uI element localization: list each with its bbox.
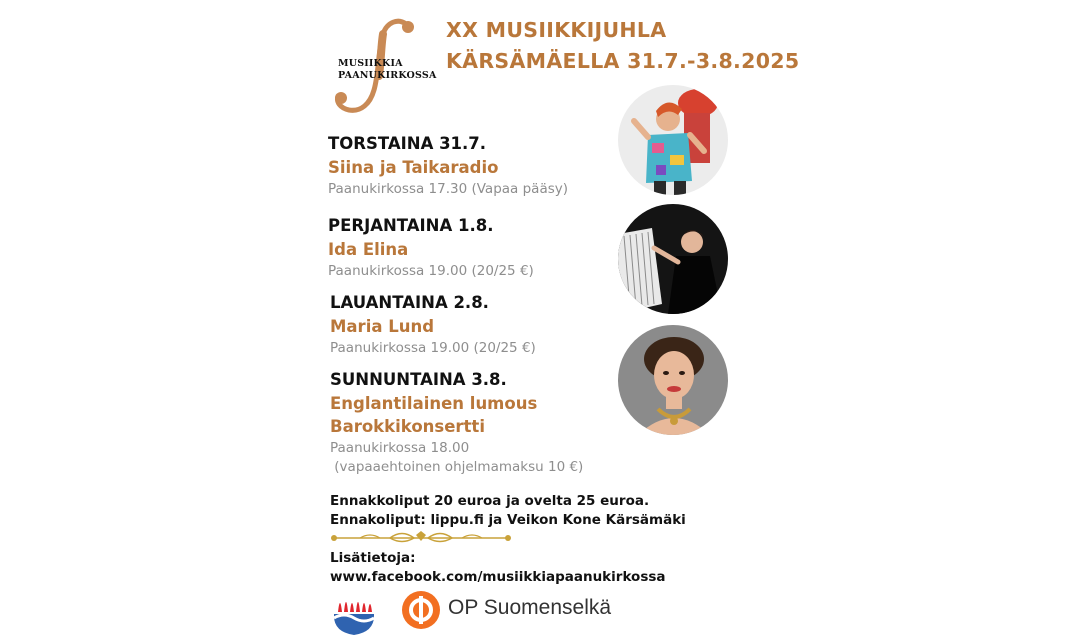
sponsor-name: OP Suomenselkä [448,596,612,619]
festival-dates: KÄRSÄMÄELLA 31.7.-3.8.2025 [446,49,800,73]
event-3-day: LAUANTAINA 2.8. [330,293,489,312]
event-4-details: Paanukirkossa 18.00 [330,440,470,456]
op-logo-icon [401,590,441,630]
karsamaki-coat-of-arms-icon [332,588,376,636]
event-1-day: TORSTAINA 31.7. [328,134,487,153]
event-1-details: Paanukirkossa 17.30 (Vapaa pääsy) [328,181,569,197]
ticket-sales: Ennakoliput: lippu.fi ja Veikon Kone Kärsämäki [330,512,686,528]
event-4-day: SUNNUNTAINA 3.8. [330,370,507,389]
facebook-link[interactable]: www.facebook.com/musiikkiapaanukirkossa [330,569,666,585]
event-3-performer: Maria Lund [330,317,435,336]
event-4-details-note: (vapaaehtoinen ohjelmamaksu 10 €) [330,459,584,475]
logo-text-line2: PAANUKIRKOSSA [338,70,437,81]
event-3-details: Paanukirkossa 19.00 (20/25 €) [330,340,536,356]
ornament-divider-icon [330,527,512,549]
photo-maria-lund [618,325,728,435]
event-4-performer: Englantilainen lumous [330,394,538,413]
photo-ida-elina [618,204,728,314]
event-2-details: Paanukirkossa 19.00 (20/25 €) [328,263,534,279]
more-info-label: Lisätietoja: [330,550,416,566]
event-2-day: PERJANTAINA 1.8. [328,216,494,235]
ticket-prices: Ennakkoliput 20 euroa ja ovelta 25 euroa. [330,493,650,509]
logo-text-line1: MUSIIKKIA [338,58,403,69]
event-2-performer: Ida Elina [328,240,409,259]
event-4-performer-subtitle: Barokkikonsertti [330,417,485,436]
photo-siina-ja-taikaradio [618,85,728,195]
festival-title: XX MUSIIKKIJUHLA [446,18,667,42]
event-1-performer: Siina ja Taikaradio [328,158,499,177]
